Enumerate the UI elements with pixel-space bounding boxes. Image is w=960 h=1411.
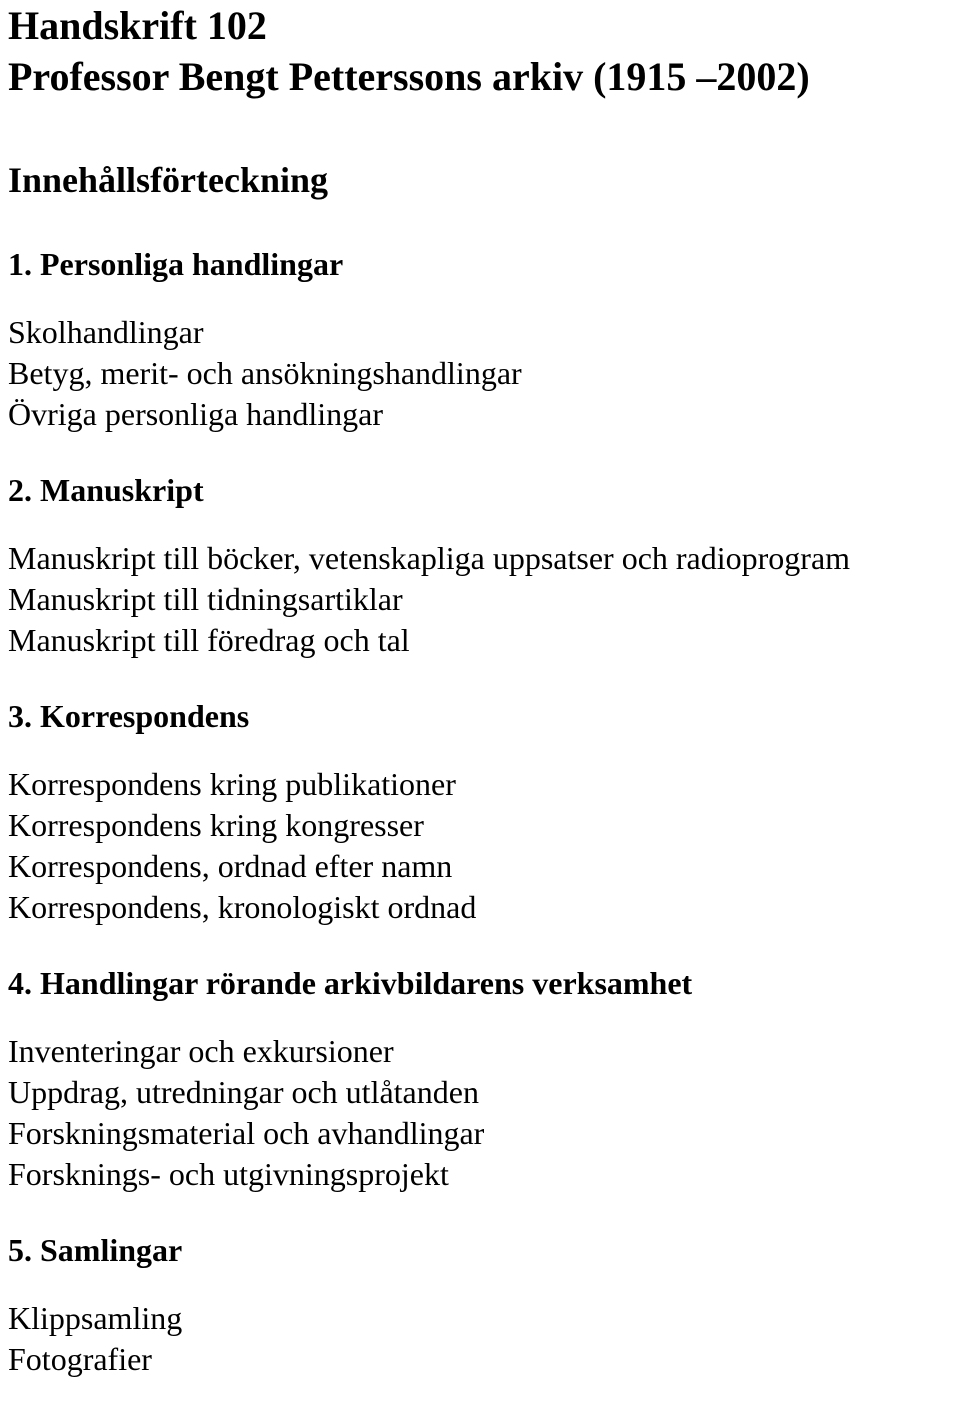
section-item-list	[8, 1031, 960, 1195]
list-item: Skolhandlingar	[8, 314, 204, 350]
section-item-list	[8, 1298, 960, 1380]
section-heading: 3. Korrespondens	[8, 698, 250, 734]
list-item: Uppdrag, utredningar och utlåtanden	[8, 1074, 479, 1110]
toc-section-2	[8, 470, 960, 661]
section-item-list	[8, 312, 960, 435]
list-item: Korrespondens, ordnad efter namn	[8, 848, 453, 884]
document-title	[8, 0, 960, 102]
toc-heading: Innehållsförteckning	[8, 160, 329, 200]
section-heading: 2. Manuskript	[8, 472, 204, 508]
toc-section-3	[8, 696, 960, 928]
toc-sections	[8, 244, 960, 1380]
toc-section-4	[8, 963, 960, 1195]
section-heading: 1. Personliga handlingar	[8, 246, 344, 282]
list-item: Klippsamling	[8, 1300, 183, 1336]
list-item: Korrespondens kring publikationer	[8, 766, 456, 802]
title-line-1: Handskrift 102	[8, 3, 267, 48]
list-item: Forsknings- och utgivningsprojekt	[8, 1156, 449, 1192]
toc-section-5	[8, 1230, 960, 1380]
list-item: Betyg, merit- och ansökningshandlingar	[8, 355, 522, 391]
toc-section-1	[8, 244, 960, 435]
section-heading: 4. Handlingar rörande arkivbildarens verksamhet	[8, 965, 693, 1001]
title-line-2: Professor Bengt Petterssons arkiv (1915 –2002)	[8, 54, 810, 99]
section-item-list	[8, 764, 960, 928]
list-item: Manuskript till föredrag och tal	[8, 622, 410, 658]
list-item: Korrespondens, kronologiskt ordnad	[8, 889, 477, 925]
list-item: Övriga personliga handlingar	[8, 396, 383, 432]
document-page	[8, 0, 960, 1380]
section-item-list	[8, 538, 960, 661]
section-heading: 5. Samlingar	[8, 1232, 183, 1268]
list-item: Inventeringar och exkursioner	[8, 1033, 394, 1069]
list-item: Forskningsmaterial och avhandlingar	[8, 1115, 485, 1151]
list-item: Korrespondens kring kongresser	[8, 807, 424, 843]
list-item: Fotografier	[8, 1341, 152, 1377]
list-item: Manuskript till tidningsartiklar	[8, 581, 403, 617]
list-item: Manuskript till böcker, vetenskapliga uppsatser och radioprogram	[8, 540, 851, 576]
